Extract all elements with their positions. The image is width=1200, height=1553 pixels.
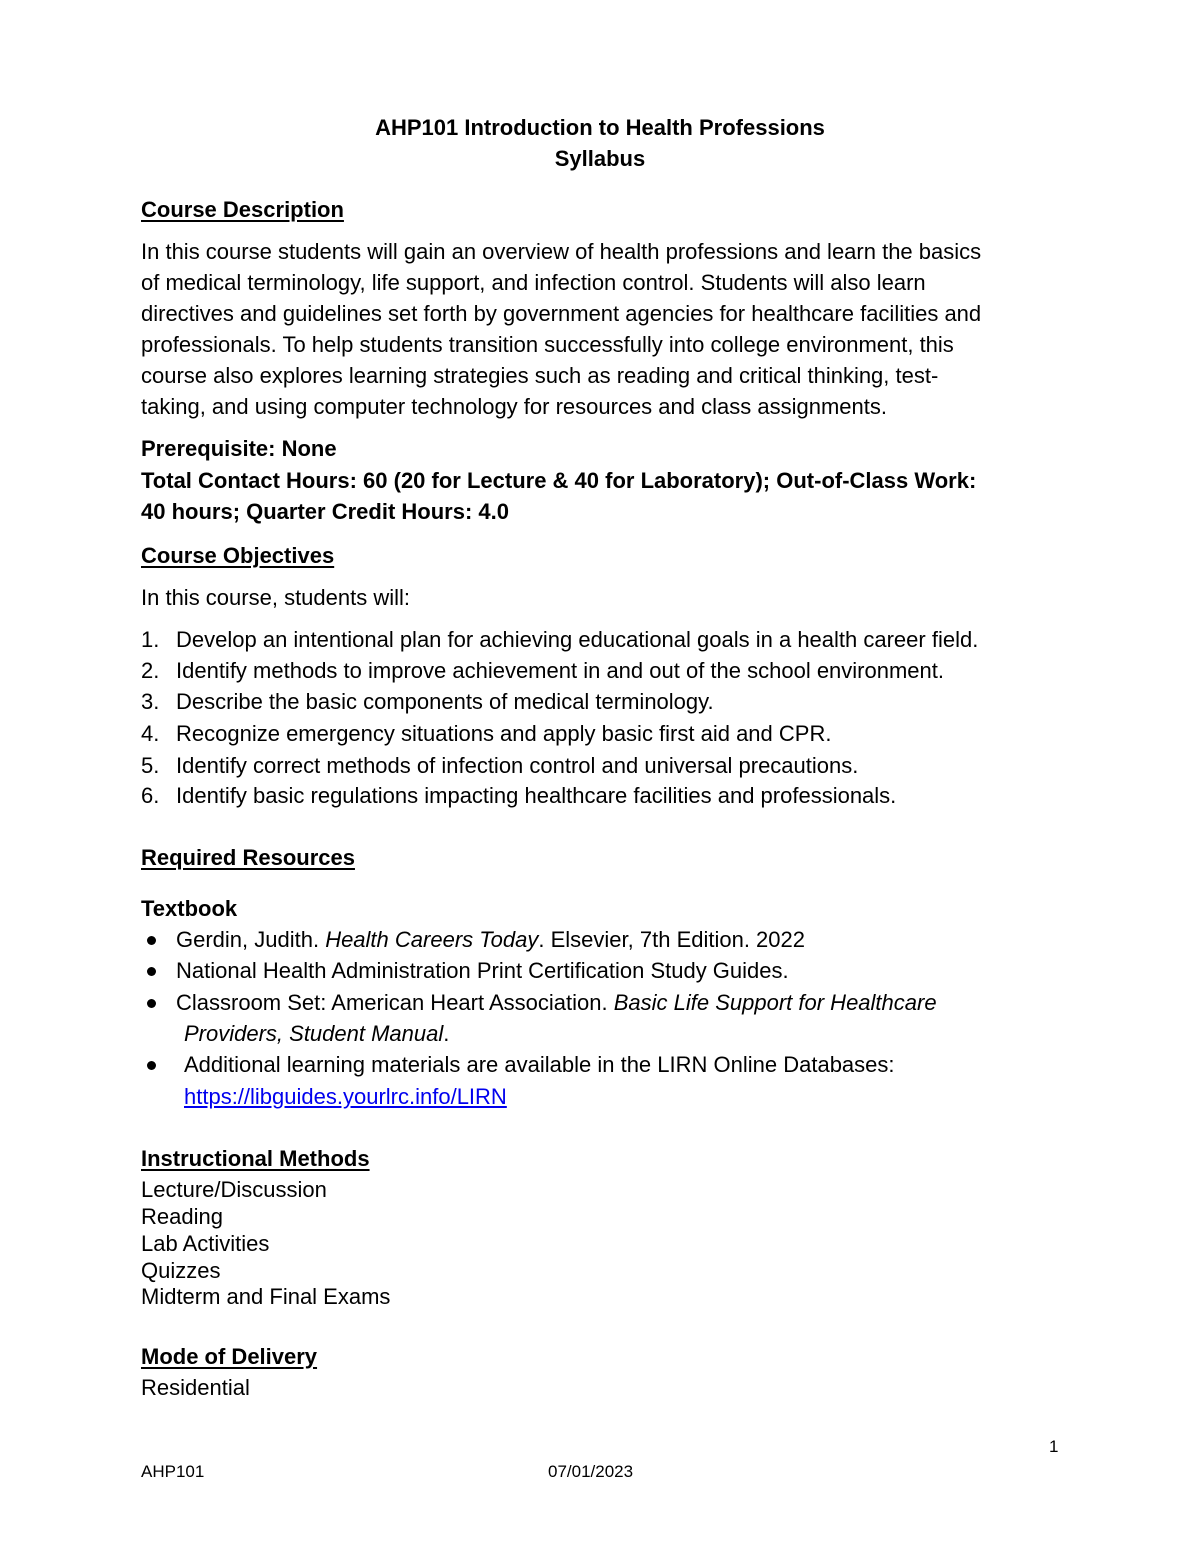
description-line: taking, and using computer technology for resources and class assignments. xyxy=(141,394,887,419)
textbook-heading: Textbook xyxy=(141,896,238,921)
objective-text: Identify basic regulations impacting healthcare facilities and professionals. xyxy=(176,783,897,808)
method-item: Reading xyxy=(141,1204,223,1229)
resource-item: Classroom Set: American Heart Association. Basic Life Support for Healthcare xyxy=(176,990,937,1015)
objective-number: 2. xyxy=(141,658,160,683)
resource-item: Additional learning materials are available in the LIRN Online Databases: xyxy=(184,1052,895,1077)
lirn-link[interactable]: https://libguides.yourlrc.info/LIRN xyxy=(184,1084,507,1109)
contact-hours-line: Total Contact Hours: 60 (20 for Lecture & 40 for Laboratory); Out-of-Class Work: xyxy=(141,468,977,493)
prerequisite: Prerequisite: None xyxy=(141,436,337,461)
resource-item: National Health Administration Print Certification Study Guides. xyxy=(176,958,789,983)
method-item: Lab Activities xyxy=(141,1231,270,1256)
description-line: directives and guidelines set forth by government agencies for healthcare facilities and xyxy=(141,301,982,326)
objective-text: Identify correct methods of infection control and universal precautions. xyxy=(176,753,859,778)
description-line: In this course students will gain an overview of health professions and learn the basics xyxy=(141,239,982,264)
objective-number: 1. xyxy=(141,627,160,652)
description-line: of medical terminology, life support, and infection control. Students will also learn xyxy=(141,270,926,295)
description-line: course also explores learning strategies such as reading and critical thinking, test- xyxy=(141,363,939,388)
objective-number: 6. xyxy=(141,783,160,808)
bullet-icon xyxy=(147,967,156,976)
objective-number: 5. xyxy=(141,753,160,778)
bullet-icon xyxy=(147,999,156,1008)
page-number: 1 xyxy=(1049,1437,1059,1456)
resource-item-continued: Providers, Student Manual. xyxy=(184,1021,450,1046)
footer-course-code: AHP101 xyxy=(141,1462,205,1481)
instructional-methods-heading: Instructional Methods xyxy=(141,1146,370,1171)
mode-of-delivery-heading: Mode of Delivery xyxy=(141,1344,318,1369)
method-item: Lecture/Discussion xyxy=(141,1177,327,1202)
bullet-icon xyxy=(147,936,156,945)
credit-hours-line: 40 hours; Quarter Credit Hours: 4.0 xyxy=(141,499,509,524)
course-objectives-heading: Course Objectives xyxy=(141,543,335,568)
footer-date: 07/01/2023 xyxy=(548,1462,634,1481)
objective-text: Develop an intentional plan for achieving educational goals in a health career field. xyxy=(176,627,979,652)
objective-number: 3. xyxy=(141,689,160,714)
objective-number: 4. xyxy=(141,721,160,746)
objectives-intro: In this course, students will: xyxy=(141,585,411,610)
description-line: professionals. To help students transition successfully into college environment, this xyxy=(141,332,954,357)
objective-text: Recognize emergency situations and apply basic first aid and CPR. xyxy=(176,721,832,746)
objective-text: Identify methods to improve achievement in and out of the school environment. xyxy=(176,658,944,683)
bullet-icon xyxy=(147,1061,156,1070)
objective-text: Describe the basic components of medical terminology. xyxy=(176,689,714,714)
resource-item: Gerdin, Judith. Health Careers Today. Elsevier, 7th Edition. 2022 xyxy=(176,927,806,952)
method-item: Midterm and Final Exams xyxy=(141,1284,391,1309)
required-resources-heading: Required Resources xyxy=(141,845,355,870)
delivery-mode-value: Residential xyxy=(141,1375,250,1400)
method-item: Quizzes xyxy=(141,1258,221,1283)
page-title: AHP101 Introduction to Health Professions xyxy=(375,115,825,140)
course-description-heading: Course Description xyxy=(141,197,344,222)
page-subtitle: Syllabus xyxy=(554,146,646,171)
